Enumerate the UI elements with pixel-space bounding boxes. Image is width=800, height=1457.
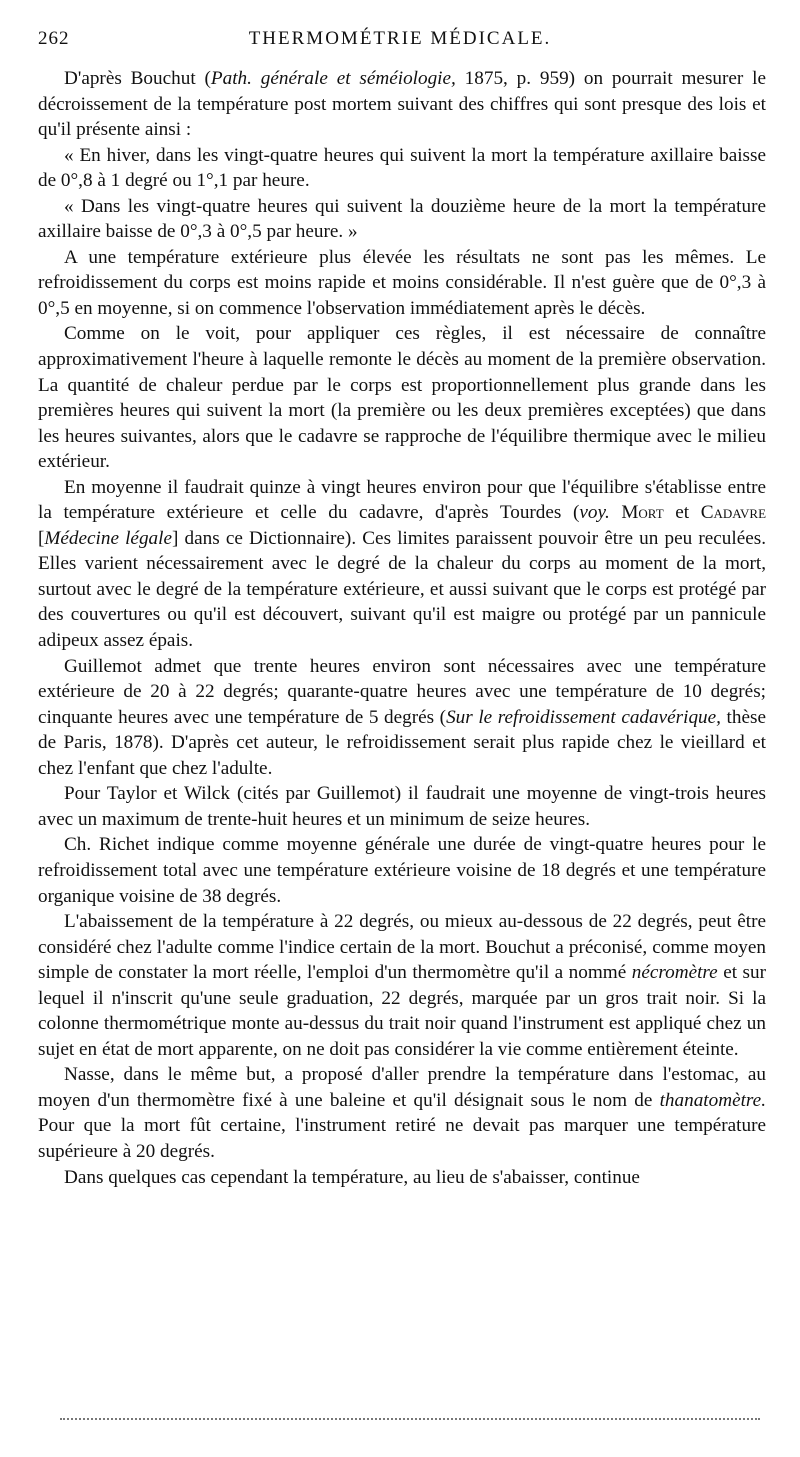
paragraph-richet: Ch. Richet indique comme moyenne générale une durée de vingt-quatre heures pour le refroidissement total avec une température extérieure voisine de 18 degrés et une température organique voisine de 38 degrés. [38,834,766,907]
paragraph-necrometre: L'abaissement de la température à 22 degrés, ou mieux au-dessous de 22 degrés, peut être considéré chez l'adulte comme l'indice certain de la mort. Bouchut a préconisé, comme moyen simple de constater la mort réelle, l'emploi d'un thermomètre qu'il a nommé nécromètre et sur lequel il n'inscrit qu'une seule graduation, 22 degrés, marquée par un gros trait noir. Si la colonne thermométrique monte au-dessus du trait noir quand l'instrument est appliqué chez un sujet en état de mort apparente, on ne doit pas considérer la vie comme entièrement éteinte. [38,911,766,1060]
term-necrometre: nécromètre [631,962,718,984]
citation-title: Médecine légale [44,527,172,549]
citation-title: Path. générale et séméiologie, [210,68,456,89]
paragraph-nasse: Nasse, dans le même but, a proposé d'aller prendre la température dans l'estomac, au moyen d'un thermomètre fixé à une baleine et qu'il désignait sous le nom de thanatomètre. Pour que la mort fût certaine, l'instrument retiré ne devait pas marquer une température supérieure à 20 degrés. [38,1064,766,1162]
paragraph-quote-twelfth-hour: « Dans les vingt-quatre heures qui suivent la douzième heure de la mort la température axillaire baisse de 0°,3 à 0°,5 par heure. » [38,195,766,243]
paragraph-taylor-wilck: Pour Taylor et Wilck (cités par Guillemot) il faudrait une moyenne de vingt-trois heures avec un maximum de trente-huit heures et un minimum de seize heures. [38,783,766,830]
body-text [38,66,766,1190]
citation-title: Sur le refroidissement cadavérique, [446,706,721,728]
paragraph-higher-temperature: A une température extérieure plus élevée les résultats ne sont pas les mêmes. Le refroidissement du corps est moins rapide et moins considérable. Il n'est guère que de 0°,3 à 0°,5 en moyenne, si on commence l'observation immédiatement après le décès. [38,246,766,319]
paragraph-bouchut: D'après Bouchut (Path. générale et séméiologie, 1875, p. 959) on pourrait mesurer le décroissement de la température post mortem suivant des chiffres qui sont presque des lois et qu'il présente ainsi : [38,68,766,141]
page-number: 262 [38,28,70,49]
running-title: THERMOMÉTRIE MÉDICALE. [248,28,552,49]
term-thanatometre: thanatomètre. [659,1089,766,1111]
paragraph-rules: Comme on le voit, pour appliquer ces règles, il est nécessaire de connaître approximativement l'heure à laquelle remonte le décès au moment de la première observation. La quantité de chaleur perdue par le corps est proportionnellement plus grande dans les premières heures qui suivent la mort (la première ou les deux premières exceptées) que dans les heures suivantes, alors que le cadavre se rapproche de l'équilibre thermique avec le milieu extérieur. [38,323,766,473]
page-header [38,28,762,58]
paragraph-quote-winter: « En hiver, dans les vingt-quatre heures qui suivent la mort la température axillaire baisse de 0°,8 à 1 degré ou 1°,1 par heure. [38,144,766,192]
paragraph-tourdes: En moyenne il faudrait quinze à vingt heures environ pour que l'équilibre s'établisse entre la température extérieure et celle du cadavre, d'après Tourdes (voy. Mort et Cadavre [Médecine légale] dans ce Dictionnaire). Ces limites paraissent pouvoir être un peu reculées. Elles varient nécessairement avec le degré de la chaleur du corps au moment de la mort, surtout avec le degré de la température extérieure, et aussi suivant que le corps est protégé par des couvertures ou qu'il est découvert, suivant qu'il est maigre ou protégé par un pannicule adipeux assez épais. [38,476,767,652]
paragraph-guillemot: Guillemot admet que trente heures environ sont nécessaires avec une température extérieure de 20 à 22 degrés; quarante-quatre heures avec une température de 10 degrés; cinquante heures avec une température de 5 degrés (Sur le refroidissement cadavérique, thèse de Paris, 1878). D'après cet auteur, le refroidissement serait plus rapide chez le vieillard et chez l'enfant que chez l'adulte. [38,655,766,779]
footer-dotted-rule [60,1418,760,1420]
paragraph-continuation: Dans quelques cas cependant la température, au lieu de s'abaisser, continue [64,1166,640,1188]
